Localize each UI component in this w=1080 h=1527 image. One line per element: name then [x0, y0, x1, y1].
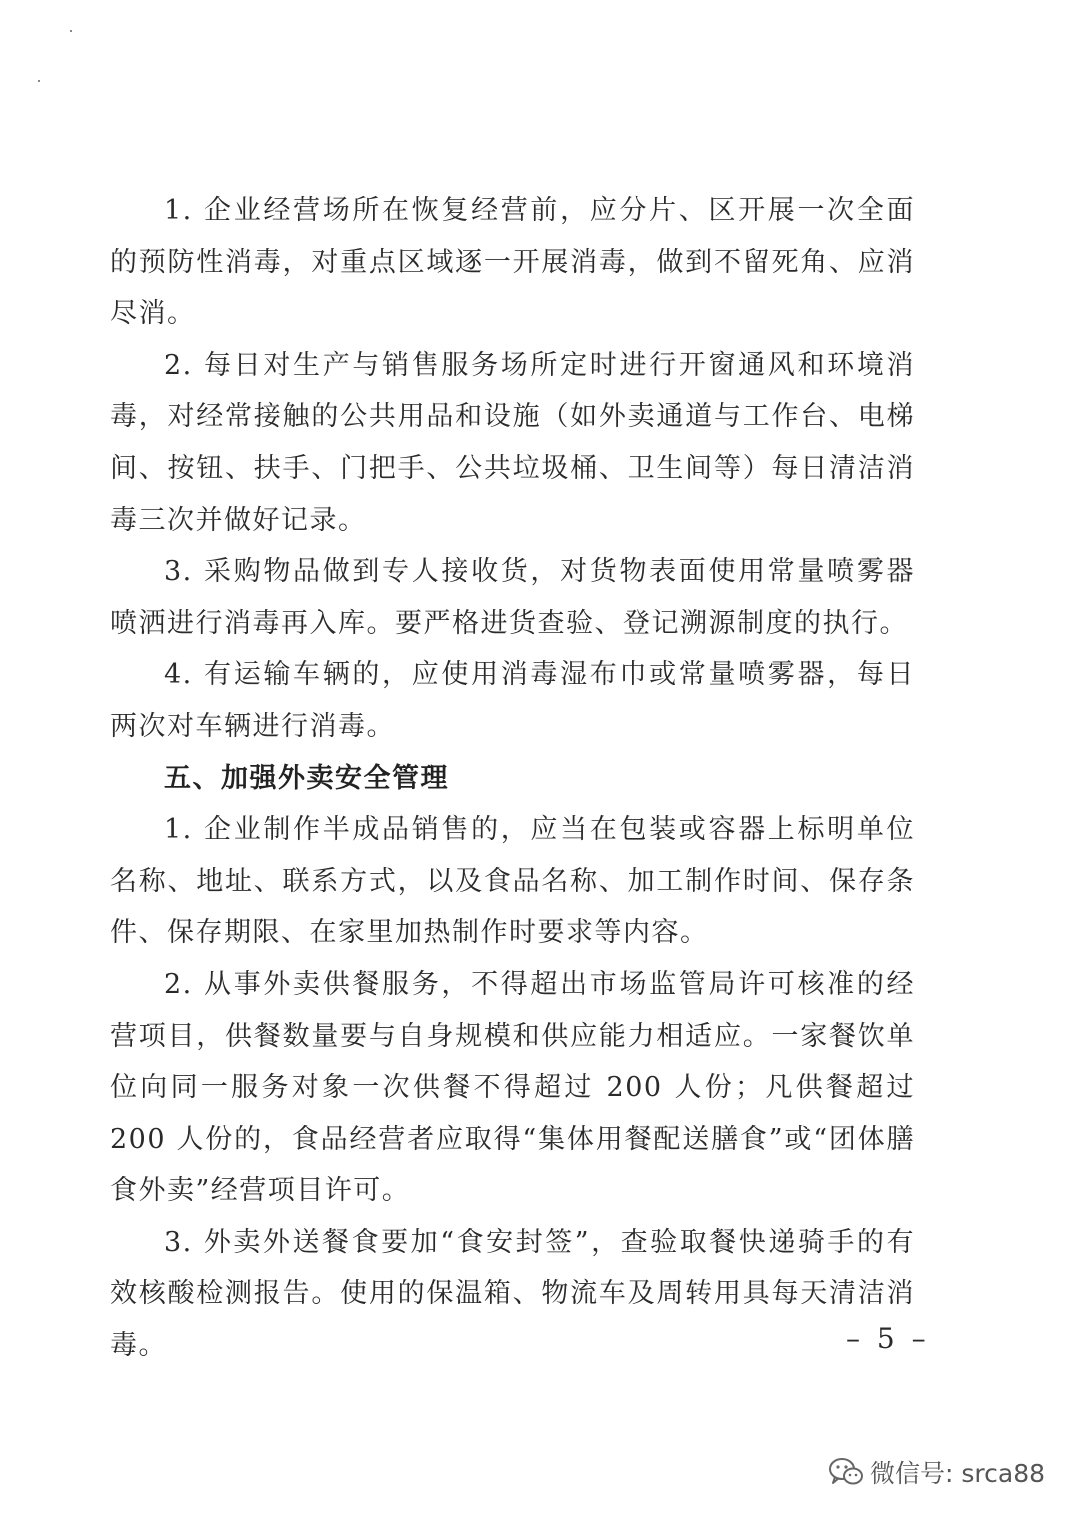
paragraph-5-2: 2. 从事外卖供餐服务，不得超出市场监管局许可核准的经营项目，供餐数量要与自身规模和供应能力相适应。一家餐饮单位向同一服务对象一次供餐不得超过 200 人份；凡供餐超过 200 人份的，食品经营者应取得“集体用餐配送膳食”或“团体膳食外卖”经营项目许可。 — [110, 968, 915, 1207]
scan-speck — [70, 30, 72, 32]
scan-speck — [38, 80, 40, 82]
page-number: – 5 – — [846, 1322, 930, 1355]
section-heading: 五、加强外卖安全管理 — [164, 762, 449, 794]
paragraph-4-4: 4. 有运输车辆的，应使用消毒湿布巾或常量喷雾器，每日两次对车辆进行消毒。 — [110, 659, 915, 742]
wechat-watermark — [828, 1452, 1045, 1492]
paragraph-5-1: 1. 企业制作半成品销售的，应当在包装或容器上标明单位名称、地址、联系方式，以及食品名称、加工制作时间、保存条件、保存期限、在家里加热制作时要求等内容。 — [110, 814, 915, 949]
watermark-text: 微信号: srca88 — [870, 1459, 1046, 1488]
paragraph-5-3: 3. 外卖外送餐食要加“食安封签”，查验取餐快递骑手的有效核酸检测报告。使用的保温箱、物流车及周转用具每天清洁消毒。 — [110, 1226, 915, 1362]
document-body — [110, 185, 915, 1372]
paragraph-4-3: 3. 采购物品做到专人接收货，对货物表面使用常量喷雾器喷洒进行消毒再入库。要严格进货查验、登记溯源制度的执行。 — [110, 556, 915, 639]
paragraph-4-2: 2. 每日对生产与销售服务场所定时进行开窗通风和环境消毒，对经常接触的公共用品和设施（如外卖通道与工作台、电梯间、按钮、扶手、门把手、公共垃圾桶、卫生间等）每日清洁消毒三次并做好记录。 — [110, 349, 915, 536]
wechat-icon — [828, 1457, 864, 1487]
paragraph-4-1: 1. 企业经营场所在恢复经营前，应分片、区开展一次全面的预防性消毒，对重点区域逐一开展消毒，做到不留死角、应消尽消。 — [110, 195, 915, 330]
